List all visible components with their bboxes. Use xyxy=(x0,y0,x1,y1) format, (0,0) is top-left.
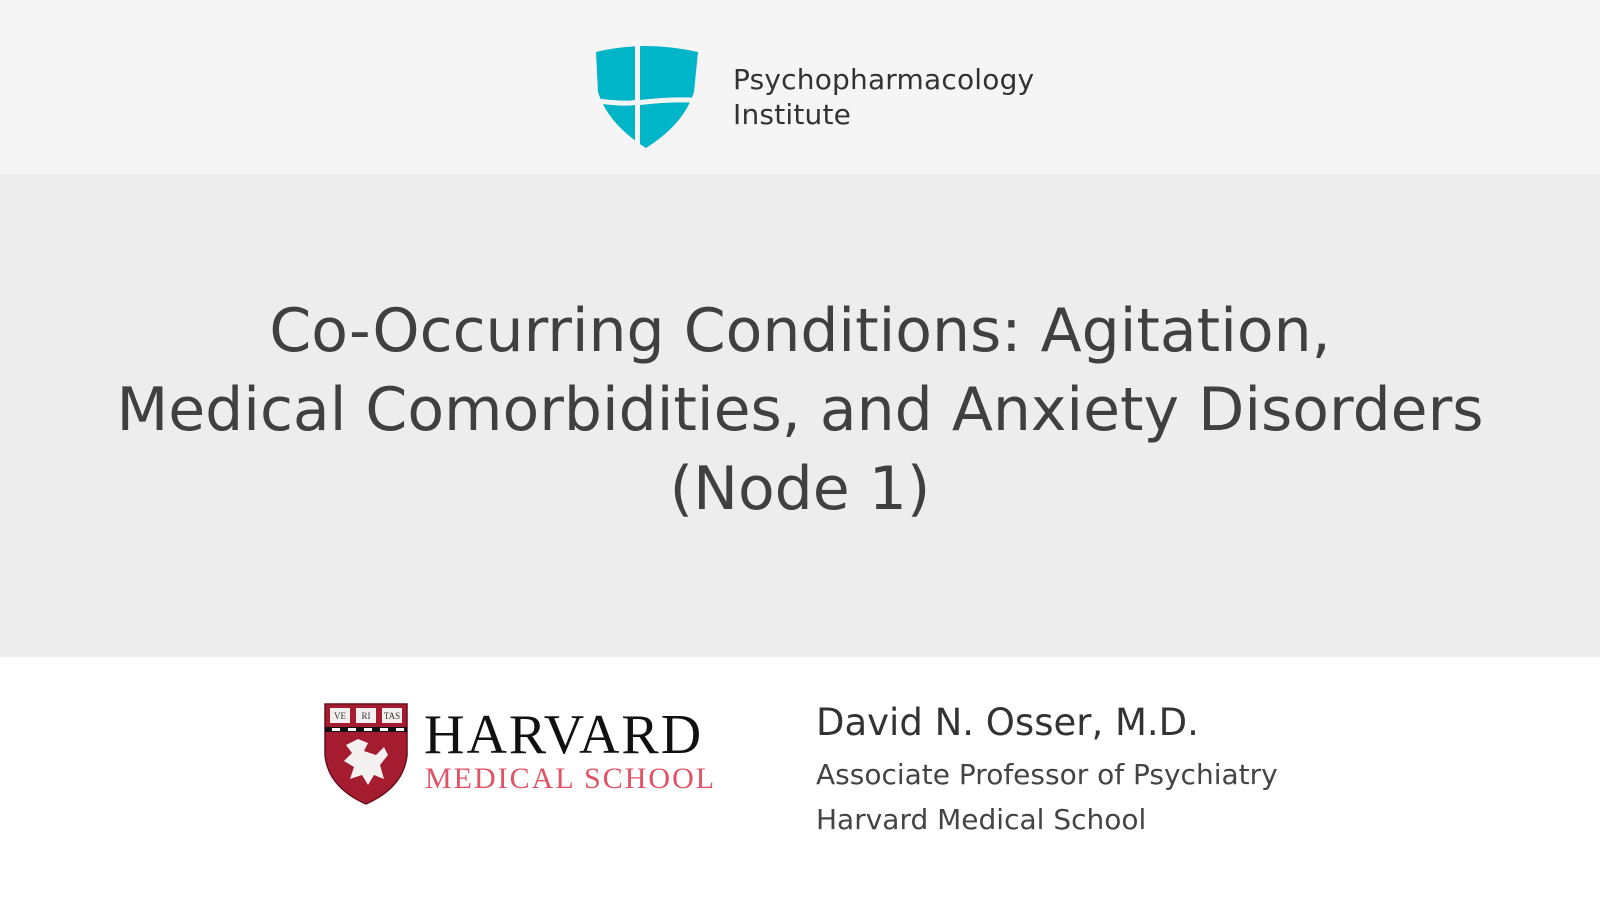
psychopharmacology-institute-shield-logo xyxy=(594,44,700,148)
footer-band xyxy=(0,657,1600,899)
svg-text:TAS: TAS xyxy=(383,711,401,721)
medical-school-wordmark: MEDICAL SCHOOL xyxy=(425,762,717,795)
institute-name xyxy=(733,62,1034,132)
harvard-shield-icon xyxy=(324,703,408,805)
slide-title-line: Medical Comorbidities, and Anxiety Disorders xyxy=(116,375,1484,445)
slide-title xyxy=(0,292,1600,529)
harvard-wordmark: HARVARD xyxy=(424,704,704,766)
svg-text:VE: VE xyxy=(334,711,346,721)
svg-text:RI: RI xyxy=(361,711,371,721)
author-name: David N. Osser, M.D. xyxy=(816,701,1199,744)
institute-name-line2: Institute xyxy=(733,98,852,131)
institute-name-line1: Psychopharmacology xyxy=(733,63,1035,96)
slide-title-line: Co-Occurring Conditions: Agitation, xyxy=(269,296,1331,366)
author-affiliation: Harvard Medical School xyxy=(816,803,1147,836)
slide-title-line: (Node 1) xyxy=(669,454,931,524)
author-block xyxy=(816,700,1278,842)
author-position: Associate Professor of Psychiatry xyxy=(816,758,1278,791)
header-band xyxy=(0,0,1600,174)
